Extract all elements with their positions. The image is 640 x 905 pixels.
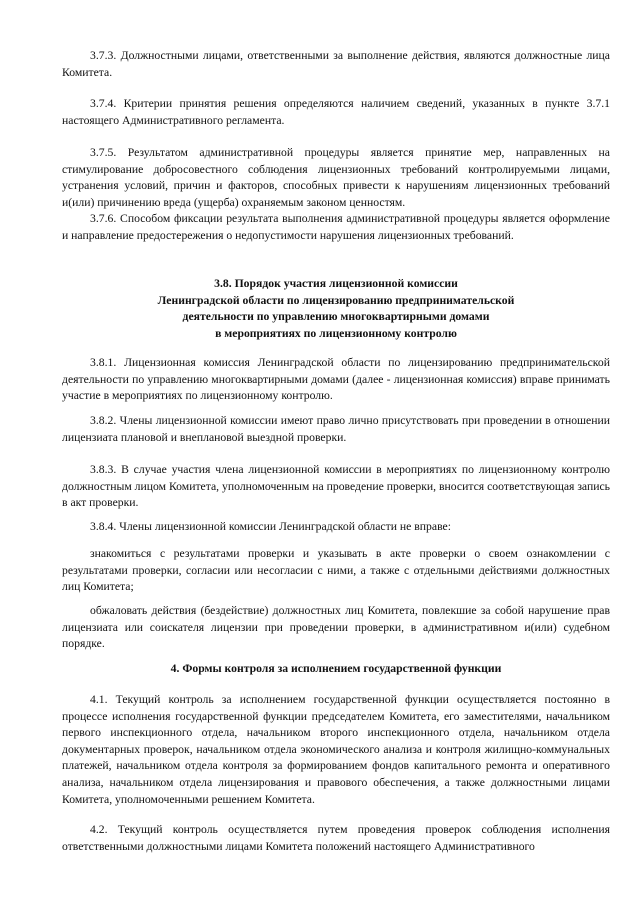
section-heading-3-8-line-2: Ленинградской области по лицензированию предпринимательской <box>157 293 515 307</box>
paragraph-3-7-5: 3.7.5. Результатом административной процедуры является принятие мер, направленных на стимулирование добросовестного соблюдения лицензионных требований контролируемыми лицами, устранения условий, причин и факторов, способных привести к нарушениям лицензионных требований и(или) причинению вреда (ущерба) охраняемым законом ценностям. <box>62 146 610 209</box>
paragraph-3-8-4: 3.8.4. Члены лицензионной комиссии Ленинградской области не вправе: <box>90 520 451 533</box>
paragraph-appeal: обжаловать действия (бездействие) должностных лиц Комитета, повлекшие за собой нарушение прав лицензиата или соискателя лицензии при проведении проверки, в административном и(или) судебном порядке. <box>62 604 610 651</box>
paragraph-4-2: 4.2. Текущий контроль осуществляется путем проведения проверок соблюдения исполнения ответственными должностными лицами Комитета положений настоящего Административного <box>62 823 610 853</box>
section-heading-3-8-line-1: 3.8. Порядок участия лицензионной комиссии <box>214 277 458 290</box>
paragraph-4-1: 4.1. Текущий контроль за исполнением государственной функции осуществляется постоянно в процессе исполнения государственной функции председателем Комитета, его заместителями, начальником первого инспекционного отдела, начальником второго инспекционного отдела, начальником отдела документарных проверок, начальником отдела экономического анализа и контроля жилищно-коммунальных платежей, начальником отдела контроля за формированием фондов капитального ремонта и оперативного анализа, начальником отдела лицензирования и правового обеспечения, а также должностными лицами Комитета, уполномоченными решением Комитета. <box>62 693 610 806</box>
section-heading-3-8 <box>62 276 610 342</box>
paragraph-3-7-6: 3.7.6. Способом фиксации результата выполнения административной процедуры является оформление и направление предостережения о недопустимости нарушения лицензионных требований. <box>62 212 610 242</box>
paragraph-3-8-3: 3.8.3. В случае участия члена лицензионной комиссии в мероприятиях по лицензионному контролю должностным лицом Комитета, уполномоченным на проведение проверки, вносится соответствующая запись в акт проверки. <box>62 463 610 510</box>
paragraph-3-7-3: 3.7.3. Должностными лицами, ответственными за выполнение действия, являются должностные лица Комитета. <box>62 49 610 79</box>
paragraph-3-8-1: 3.8.1. Лицензионная комиссия Ленинградской области по лицензированию предпринимательской деятельности по управлению многоквартирными домами (далее - лицензионная комиссия) вправе принимать участие в мероприятиях по лицензионному контролю. <box>62 356 610 403</box>
section-heading-3-8-line-4: в мероприятиях по лицензионному контролю <box>215 326 457 340</box>
section-heading-3-8-line-3: деятельности по управлению многоквартирными домами <box>182 310 490 324</box>
paragraph-3-8-2: 3.8.2. Члены лицензионной комиссии имеют право лично присутствовать при проведении в отношении лицензиата плановой и внеплановой выездной проверки. <box>62 414 610 444</box>
section-heading-4: 4. Формы контроля за исполнением государственной функции <box>170 662 502 675</box>
paragraph-familiarize: знакомиться с результатами проверки и указывать в акте проверки о своем ознакомлении с результатами проверки, согласии или несогласии с ними, а также с отдельными действиями должностных лиц Комитета; <box>62 547 610 594</box>
paragraph-3-7-4: 3.7.4. Критерии принятия решения определяются наличием сведений, указанных в пункте 3.7.1 настоящего Административного регламента. <box>62 97 610 127</box>
